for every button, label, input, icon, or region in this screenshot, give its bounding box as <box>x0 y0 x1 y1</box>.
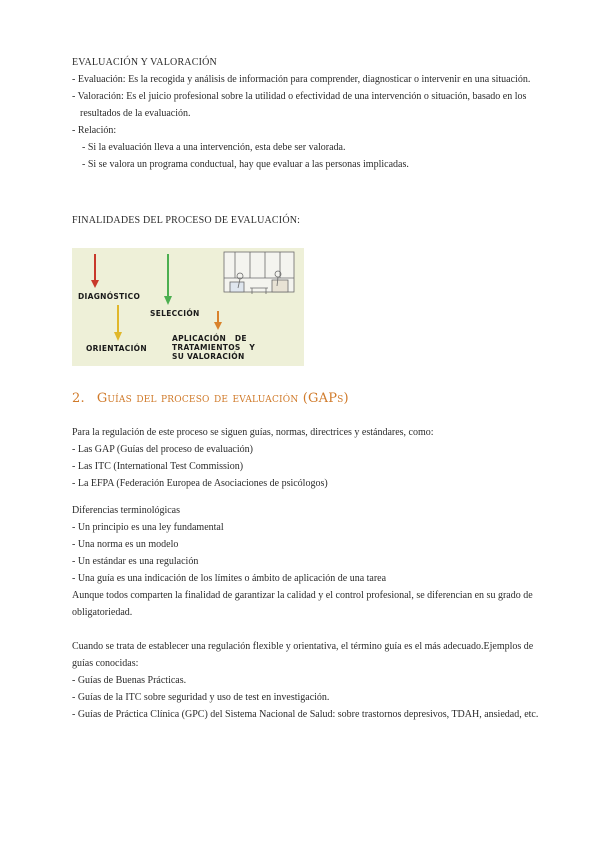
section-heading: FINALIDADES DEL PROCESO DE EVALUACIÓN: <box>72 215 301 226</box>
label-orientacion: ORIENTACIÓN <box>86 344 147 353</box>
evaluation-purposes-diagram <box>72 248 304 366</box>
list-item: - Relación: <box>72 125 117 136</box>
finalidades-block <box>72 212 542 229</box>
list-item: - Las ITC (International Test Commission) <box>72 461 244 472</box>
label-aplicacion-line1: APLICACIÓN DE <box>172 334 247 343</box>
red-arrow-icon <box>91 280 99 288</box>
paragraph: Para la regulación de este proceso se siguen guías, normas, directrices y estándares, como: <box>72 427 434 438</box>
office-sketch-illustration <box>224 252 294 294</box>
orange-arrow-icon <box>214 322 222 330</box>
section-title <box>72 390 349 407</box>
paragraph: Aunque todos comparten la finalidad de garantizar la calidad y el control profesional, se diferencian en su grado de obligatoriedad. <box>72 590 533 618</box>
label-aplicacion-line3: SU VALORACIÓN <box>172 352 245 361</box>
label-diagnostico: DIAGNÓSTICO <box>78 292 141 301</box>
list-item: - Una guía es una indicación de los límites o ámbito de aplicación de una tarea <box>72 573 387 584</box>
yellow-arrow-icon <box>114 332 122 341</box>
section-number: 2. <box>72 391 85 406</box>
list-item: - Evaluación: Es la recogida y análisis de información para comprender, diagnosticar o intervenir en una situación. <box>72 74 531 85</box>
list-item: - Un estándar es una regulación <box>72 556 199 567</box>
label-aplicacion-line2: TRATAMIENTOS Y <box>172 343 256 352</box>
label-seleccion: SELECCIÓN <box>150 309 200 318</box>
sub-list-item: - Si la evaluación lleva a una intervención, esta debe ser valorada. <box>82 142 346 153</box>
section-evaluacion <box>72 54 542 173</box>
list-item: - Guías de la ITC sobre seguridad y uso de test en investigación. <box>72 692 330 703</box>
paragraph: Cuando se trata de establecer una regulación flexible y orientativa, el término guía es el más adecuado.Ejemplos de guías conocidas: <box>72 641 534 669</box>
spacer <box>72 621 542 638</box>
list-item: - Guías de Buenas Prácticas. <box>72 675 187 686</box>
section-guias <box>72 424 542 723</box>
list-item: - Las GAP (Guías del proceso de evaluación) <box>72 444 253 455</box>
list-item: - Una norma es un modelo <box>72 539 179 550</box>
section-heading: EVALUACIÓN Y VALORACIÓN <box>72 57 217 68</box>
list-item: - Un principio es una ley fundamental <box>72 522 224 533</box>
subheading: Diferencias terminológicas <box>72 505 181 516</box>
green-arrow-icon <box>164 296 172 305</box>
spacer <box>72 492 542 502</box>
list-item: - Guías de Práctica Clínica (GPC) del Sistema Nacional de Salud: sobre trastornos depresivos, TDAH, ansiedad, etc. <box>72 709 539 720</box>
list-item: - Valoración: Es el juicio profesional sobre la utilidad o efectividad de una intervención o situación, basado en los resultados de la evaluación. <box>72 91 527 119</box>
section-title-text: Guías del proceso de evaluación (GAPs) <box>96 391 349 406</box>
sub-list-item: - Si se valora un programa conductual, hay que evaluar a las personas implicadas. <box>82 159 409 170</box>
list-item: - La EFPA (Federación Europea de Asociaciones de psicólogos) <box>72 478 328 489</box>
